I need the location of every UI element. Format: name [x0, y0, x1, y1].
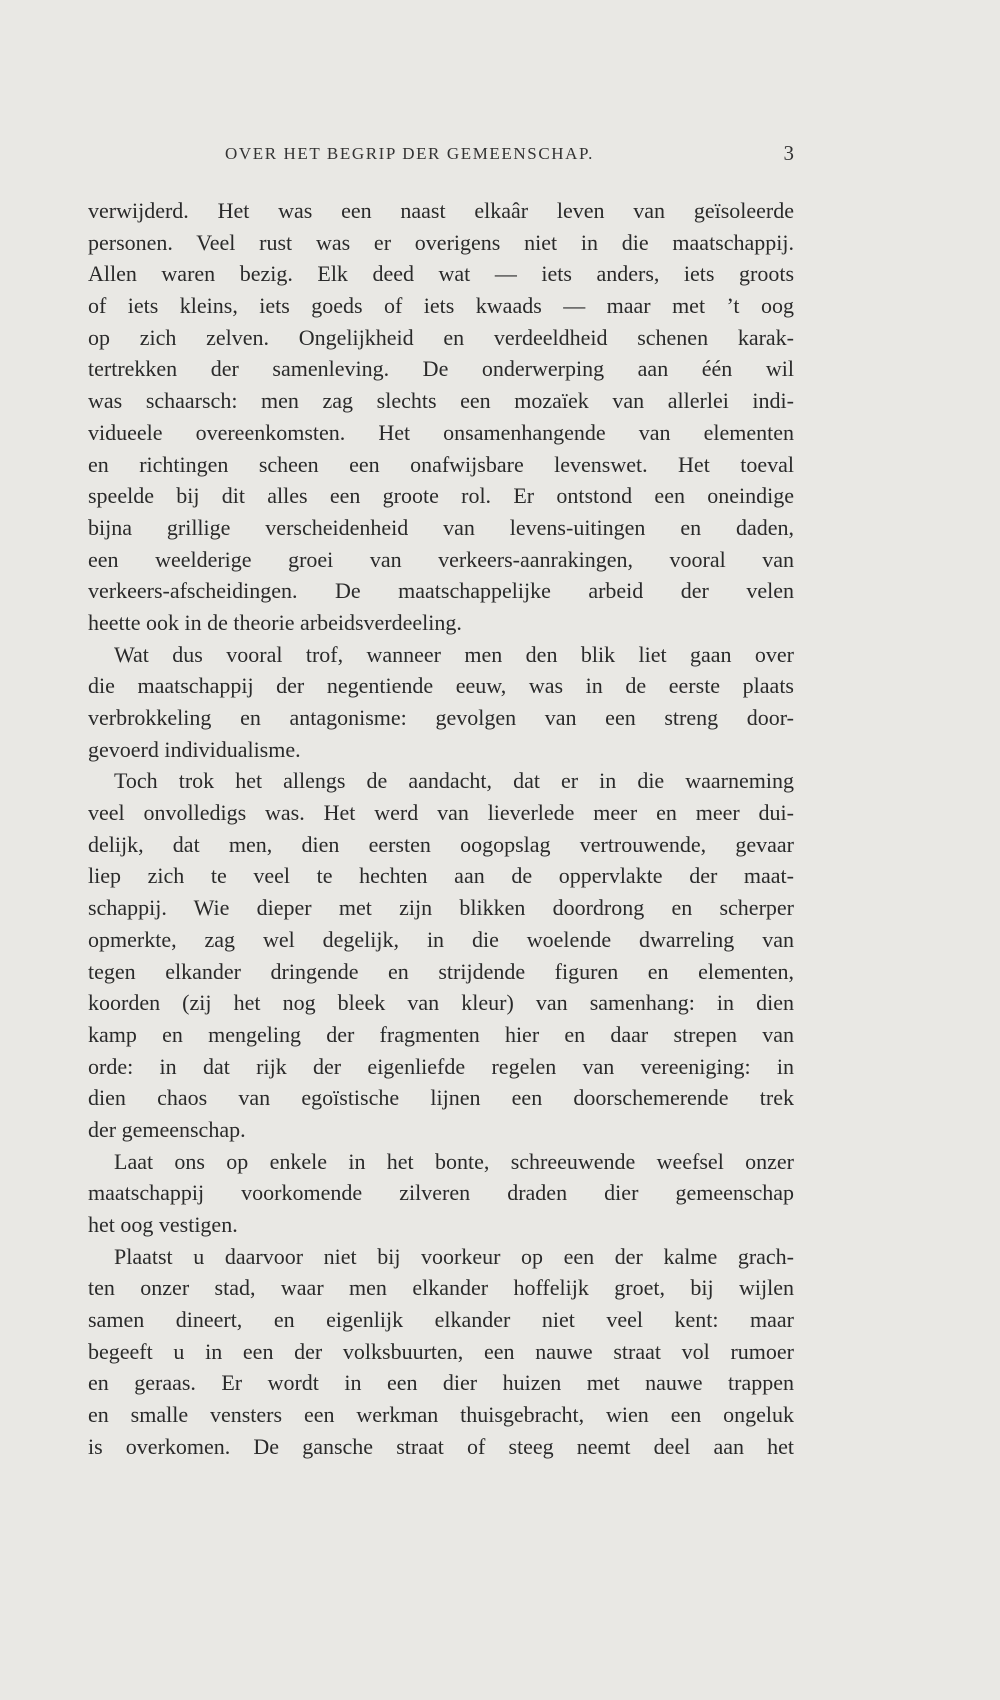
- text-line: maatschappij voorkomende zilveren draden dier gemeenschap: [88, 1180, 794, 1206]
- paragraph-2: [88, 639, 794, 766]
- text-line: op zich zelven. Ongelijkheid en verdeeldheid schenen karak-: [88, 324, 794, 350]
- page-header: [88, 142, 794, 170]
- text-line: heette ook in de theorie arbeidsverdeeling.: [88, 609, 462, 635]
- text-line: ten onzer stad, waar men elkander hoffelijk groet, bij wijlen: [88, 1275, 794, 1301]
- paragraph-4: [88, 1146, 794, 1241]
- text-line: tegen elkander dringende en strijdende figuren en elementen,: [88, 958, 794, 984]
- paragraph-3: [88, 765, 794, 1145]
- text-line: verkeers-afscheidingen. De maatschappelijke arbeid der velen: [88, 578, 794, 604]
- running-head: OVER HET BEGRIP DER GEMEENSCHAP.: [225, 144, 595, 163]
- text-line: is overkomen. De gansche straat of steeg neemt deel aan het: [88, 1433, 794, 1459]
- text-line: het oog vestigen.: [88, 1212, 238, 1237]
- text-line: samen dineert, en eigenlijk elkander niet veel kent: maar: [88, 1307, 794, 1333]
- text-line: Toch trok het allengs de aandacht, dat er in die waarneming: [114, 768, 794, 794]
- text-line: speelde bij dit alles een groote rol. Er ontstond een oneindige: [88, 483, 794, 509]
- text-line: veel onvolledigs was. Het werd van lieverlede meer en meer dui-: [88, 800, 794, 826]
- text-line: personen. Veel rust was er overigens niet in die maatschappij.: [88, 229, 794, 255]
- text-line: en smalle vensters een werkman thuisgebracht, wien een ongeluk: [88, 1402, 794, 1428]
- text-line: was schaarsch: men zag slechts een mozaïek van allerlei indi-: [88, 388, 794, 414]
- text-line: bijna grillige verscheidenheid van levens-uitingen en daden,: [88, 514, 794, 540]
- body-text: [88, 195, 794, 1463]
- text-line: koorden (zij het nog bleek van kleur) van samenhang: in dien: [88, 990, 794, 1016]
- text-line: kamp en mengeling der fragmenten hier en daar strepen van: [88, 1021, 794, 1047]
- paragraph-5: [88, 1241, 794, 1463]
- text-line: gevoerd individualisme.: [88, 736, 301, 762]
- paragraph-1: [88, 195, 794, 639]
- text-line: Allen waren bezig. Elk deed wat — iets anders, iets groots: [88, 261, 794, 287]
- text-line: Wat dus vooral trof, wanneer men den blik liet gaan over: [114, 641, 794, 667]
- text-line: begeeft u in een der volksbuurten, een nauwe straat vol rumoer: [88, 1338, 794, 1364]
- text-line: der gemeenschap.: [88, 1116, 246, 1142]
- text-line: die maatschappij der negentiende eeuw, was in de eerste plaats: [88, 673, 794, 699]
- text-line: verwijderd. Het was een naast elkaâr leven van geïsoleerde: [88, 198, 794, 223]
- text-line: schappij. Wie dieper met zijn blikken doordrong en scherper: [88, 895, 794, 921]
- text-line: liep zich te veel te hechten aan de oppervlakte der maat-: [88, 863, 794, 889]
- text-line: tertrekken der samenleving. De onderwerping aan één wil: [88, 356, 794, 382]
- text-line: en richtingen scheen een onafwijsbare levenswet. Het toeval: [88, 451, 794, 477]
- text-line: opmerkte, zag wel degelijk, in die woelende dwarreling van: [88, 926, 794, 952]
- text-line: orde: in dat rijk der eigenliefde regelen van vereeniging: in: [88, 1053, 794, 1079]
- page-number: 3: [783, 141, 794, 165]
- text-line: een weelderige groei van verkeers-aanrakingen, vooral van: [88, 546, 794, 572]
- text-line: Laat ons op enkele in het bonte, schreeuwende weefsel onzer: [114, 1148, 794, 1174]
- text-line: en geraas. Er wordt in een dier huizen met nauwe trappen: [88, 1370, 794, 1396]
- text-line: dien chaos van egoïstische lijnen een doorschemerende trek: [88, 1085, 794, 1111]
- text-line: verbrokkeling en antagonisme: gevolgen van een streng door-: [88, 705, 794, 730]
- text-line: delijk, dat men, dien eersten oogopslag vertrouwende, gevaar: [88, 831, 794, 857]
- text-line: Plaatst u daarvoor niet bij voorkeur op een der kalme grach-: [114, 1243, 794, 1269]
- text-line: of iets kleins, iets goeds of iets kwaads — maar met ’t oog: [88, 293, 794, 319]
- text-line: vidueele overeenkomsten. Het onsamenhangende van elementen: [88, 419, 794, 445]
